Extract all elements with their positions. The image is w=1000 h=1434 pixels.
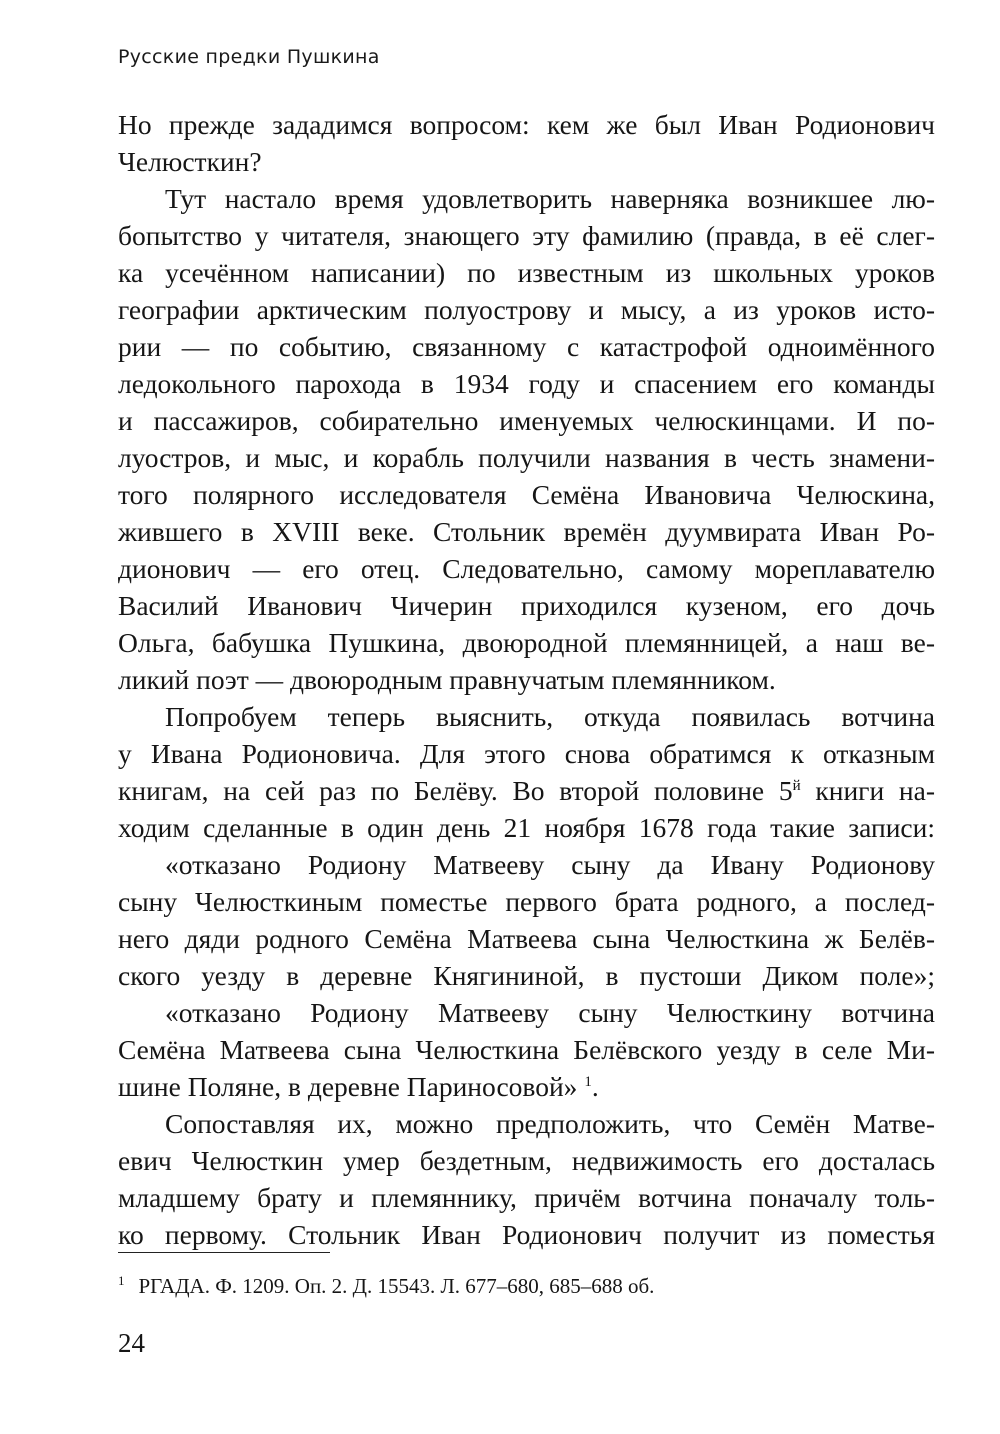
text-segment: книги на- [800,775,935,806]
text-segment: Челюсткин? [118,146,262,177]
text-segment: и пассажиров, собирательно именуемых челюскинцами. И по- [118,405,935,436]
text-line [118,809,935,846]
text-segment: Семёна Матвеева сына Челюсткина Белёвского уезду в селе Ми- [118,1034,935,1065]
text-line [118,698,935,735]
superscript: 1 [584,1073,592,1090]
text-segment: шине Поляне, в деревне Париносовой» [118,1071,585,1102]
text-segment: «отказано Родиону Матвееву сыну да Ивану Родионову [165,849,935,880]
footnote [118,1274,654,1299]
text-line [118,1179,935,1216]
text-line [118,254,935,291]
text-line [118,957,935,994]
text-segment: евич Челюсткин умер бездетным, недвижимость его досталась [118,1145,935,1176]
text-segment: того полярного исследователя Семёна Ивановича Челюскина, [118,479,935,510]
text-segment: ко первому. Стольник Иван Родионович получит из поместья [118,1219,935,1250]
text-line [118,513,935,550]
text-line [118,402,935,439]
text-segment: Василий Иванович Чичерин приходился кузеном, его дочь [118,590,935,621]
page-number: 24 [118,1328,145,1358]
footnote-text: РГАДА. Ф. 1209. Оп. 2. Д. 15543. Л. 677–680, 685–688 об. [138,1274,655,1298]
text-line [118,994,935,1031]
text-line [118,1142,935,1179]
text-line [118,883,935,920]
text-segment: у Ивана Родионовича. Для этого снова обратимся к отказным [118,738,935,769]
text-segment: . [591,1071,599,1102]
text-segment: него дяди родного Семёна Матвеева сына Челюсткина ж Белёв- [118,923,935,954]
text-line [118,920,935,957]
text-segment: бопытство у читателя, знающего эту фамилию (правда, в её слег- [118,220,935,251]
text-segment: дионович — его отец. Следовательно, самому мореплавателю [118,553,935,584]
text-segment: ка усечённом написании) по известным из школьных уроков [118,257,935,288]
text-line [118,365,935,402]
footnote-marker: 1 [118,1273,125,1288]
text-line [118,328,935,365]
text-line [118,846,935,883]
text-segment: Но прежде зададимся вопросом: кем же был Иван Родионович [118,109,935,140]
text-line [118,624,935,661]
text-line [118,550,935,587]
text-line [118,587,935,624]
text-segment: ходим сделанные в один день 21 ноября 1678 года такие записи: [118,812,935,843]
body-text [118,106,935,1253]
text-line [118,772,935,809]
text-segment: ледокольного парохода в 1934 году и спасением его команды [118,368,935,399]
text-segment: сыну Челюсткиным поместье первого брата родного, а послед- [118,886,935,917]
text-line [118,661,935,698]
text-line [118,1105,935,1142]
superscript: й [792,777,801,794]
text-line [118,1031,935,1068]
text-segment: Попробуем теперь выяснить, откуда появилась вотчина [165,701,935,732]
text-line [118,291,935,328]
text-segment: Тут настало время удовлетворить наверняка возникшее лю- [165,183,935,214]
text-segment: «отказано Родиону Матвееву сыну Челюсткину вотчина [165,997,935,1028]
text-line [118,143,935,180]
text-line [118,106,935,143]
text-line [118,476,935,513]
text-segment: географии арктическим полуострову и мысу, а из уроков исто- [118,294,935,325]
running-header: Русские предки Пушкина [118,46,380,68]
text-line [118,1216,935,1253]
text-segment: рии — по событию, связанному с катастрофой одноимённого [118,331,935,362]
text-segment: ского уезду в деревне Княгининой, в пустоши Диком поле»; [118,960,935,991]
text-segment: ликий поэт — двоюродным правнучатым племянником. [118,664,776,695]
text-line [118,735,935,772]
text-line [118,180,935,217]
text-line [118,439,935,476]
text-segment: жившего в XVIII веке. Стольник времён дуумвирата Иван Ро- [118,516,935,547]
text-line [118,217,935,254]
text-line [118,1068,935,1105]
text-segment: младшему брату и племяннику, причём вотчина поначалу толь- [118,1182,935,1213]
text-segment: Ольга, бабушка Пушкина, двоюродной племянницей, а наш ве- [118,627,935,658]
text-segment: книгам, на сей раз по Белёву. Во второй половине 5 [118,775,793,806]
text-segment: Сопоставляя их, можно предположить, что Семён Матве- [165,1108,935,1139]
text-segment: луостров, и мыс, и корабль получили названия в честь знамени- [118,442,935,473]
footnote-divider [118,1252,330,1253]
